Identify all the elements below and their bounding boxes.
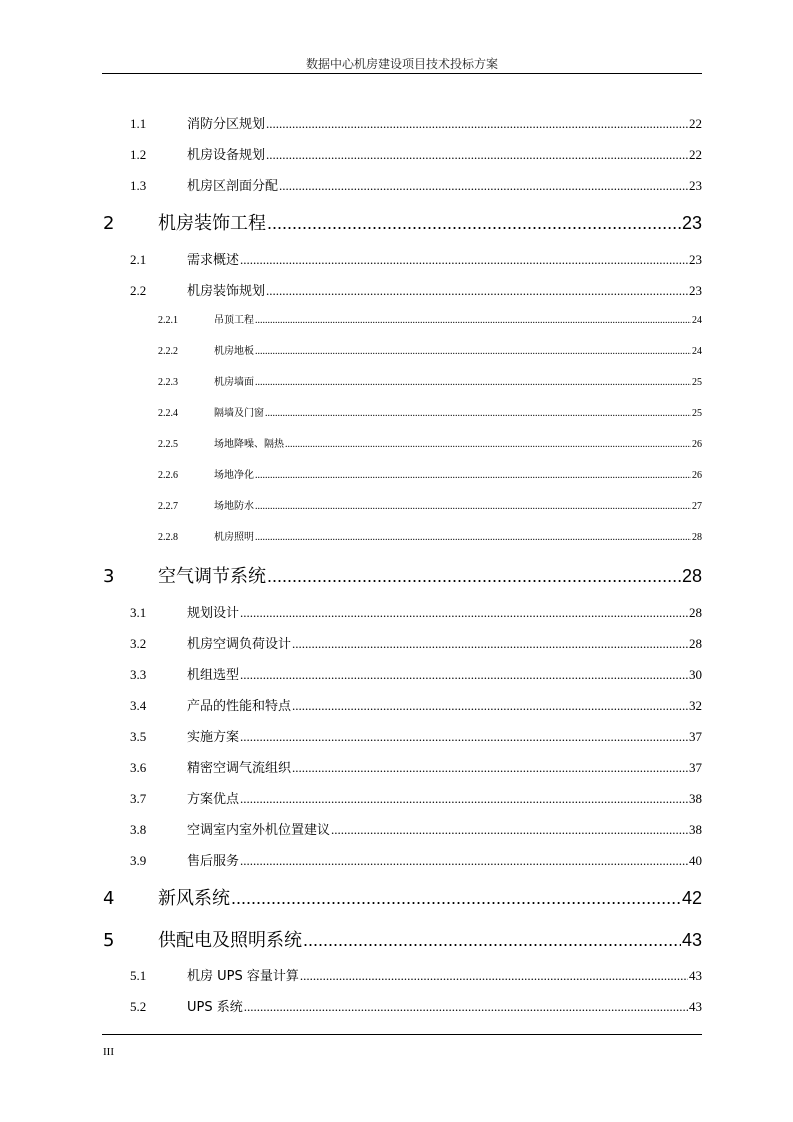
toc-entry-title: 机房照明 [214,532,254,543]
toc-entry-number: 2.2.5 [158,439,178,450]
toc-entry-number: 2 [103,213,115,234]
toc-dot-leader [266,147,688,163]
toc-dot-leader [267,566,681,587]
toc-entry-title: 消防分区规划 [187,117,266,132]
toc-entry[interactable] [130,175,702,194]
toc-dot-leader [240,729,688,745]
toc-entry-number: 2.2.2 [158,346,178,357]
toc-dot-leader [240,667,688,683]
toc-entry-number: 3.1 [130,605,147,620]
toc-entry-number: 3.6 [130,760,147,775]
toc-entry-page: 32 [689,698,702,713]
toc-entry-page: 28 [689,636,702,651]
toc-entry-number: 3.7 [130,791,147,806]
toc-entry[interactable] [158,404,702,419]
toc-entry-title: 实施方案 [187,730,240,745]
toc-entry[interactable] [130,726,702,745]
toc-entry[interactable] [158,373,702,388]
toc-entry-title: 新风系统 [158,888,230,909]
toc-entry-number: 4 [103,888,115,909]
toc-entry[interactable] [130,144,702,163]
toc-dot-leader [300,968,688,984]
toc-entry-page: 37 [689,729,702,744]
toc-entry-page: 38 [689,822,702,837]
toc-entry[interactable] [130,113,702,132]
toc-entry[interactable] [130,280,702,299]
toc-entry-title: 机房装饰工程 [158,213,266,234]
toc-entry-page: 38 [689,791,702,806]
toc-dot-leader [240,853,688,869]
toc-entry-number: 2.2.1 [158,315,178,326]
toc-entry-page: 24 [692,315,702,326]
toc-entry[interactable] [130,602,702,621]
toc-entry-number: 5.1 [130,968,147,983]
toc-dot-leader [285,439,691,450]
toc-entry-page: 26 [692,439,702,450]
toc-entry-number: 2.2.3 [158,377,178,388]
toc-entry-title: 机房地板 [214,346,254,357]
toc-entry[interactable] [158,342,702,357]
toc-dot-leader [240,791,688,807]
toc-entry-number: 3 [103,566,115,587]
toc-entry[interactable] [130,757,702,776]
toc-entry-page: 23 [689,283,702,298]
toc-dot-leader [240,605,688,621]
toc-entry-title: 规划设计 [187,606,240,621]
toc-entry-title: 场地净化 [214,470,254,481]
toc-entry-page: 37 [689,760,702,775]
toc-dot-leader [265,408,691,419]
toc-dot-leader [266,283,688,299]
toc-entry-title: 机房空调负荷设计 [187,637,292,652]
toc-entry[interactable] [130,819,702,838]
toc-entry-title: 产品的性能和特点 [187,699,292,714]
toc-entry-page: 25 [692,408,702,419]
toc-entry[interactable] [130,788,702,807]
toc-entry-page: 27 [692,501,702,512]
toc-entry[interactable] [158,435,702,450]
toc-entry-page: 43 [689,968,702,983]
toc-entry-title: 机房装饰规划 [187,284,266,299]
toc-entry-page: 22 [689,116,702,131]
toc-entry-number: 3.5 [130,729,147,744]
toc-entry-number: 3.8 [130,822,147,837]
toc-dot-leader [255,346,691,357]
toc-entry[interactable] [130,850,702,869]
toc-entry-page: 43 [689,999,702,1014]
toc-entry-number: 3.4 [130,698,147,713]
toc-entry[interactable] [130,996,702,1015]
toc-dot-leader [303,930,681,951]
toc-dot-leader [255,315,691,326]
toc-entry[interactable] [158,466,702,481]
toc-entry-number: 2.2 [130,283,147,298]
toc-entry-number: 1.1 [130,116,147,131]
toc-entry-title: 机房区剖面分配 [187,179,279,194]
toc-entry-title: 售后服务 [187,854,240,869]
toc-dot-leader [279,178,688,194]
toc-entry[interactable] [130,249,702,268]
toc-entry-number: 3.3 [130,667,147,682]
toc-entry[interactable] [158,311,702,326]
toc-entry[interactable] [103,562,702,588]
toc-entry-page: 40 [689,853,702,868]
toc-entry-page: 23 [681,213,702,233]
toc-entry-number: 2.2.8 [158,532,178,543]
toc-entry[interactable] [158,497,702,512]
toc-dot-leader [231,888,681,909]
toc-entry-title: 机房 UPS 容量计算 [187,969,299,984]
toc-entry-number: 2.1 [130,252,147,267]
toc-entry-title: 场地降噪、隔热 [214,439,284,450]
toc-dot-leader [240,252,688,268]
toc-entry[interactable] [130,664,702,683]
toc-entry-page: 25 [692,377,702,388]
toc-entry[interactable] [130,965,702,984]
toc-dot-leader [255,470,691,481]
toc-entry[interactable] [103,209,702,235]
toc-entry[interactable] [130,633,702,652]
toc-entry-page: 30 [689,667,702,682]
page-header-title: 数据中心机房建设项目技术投标方案 [305,57,498,71]
toc-entry-title: 供配电及照明系统 [158,930,302,951]
toc-entry-title: 场地防水 [214,501,254,512]
toc-entry-page: 42 [681,888,702,908]
toc-entry-title: 方案优点 [187,792,240,807]
toc-entry-page: 43 [681,930,702,950]
toc-entry-page: 23 [689,178,702,193]
toc-entry-number: 2.2.6 [158,470,178,481]
toc-entry-title: 隔墙及门窗 [214,408,264,419]
toc-dot-leader [292,760,688,776]
toc-dot-leader [255,532,691,543]
toc-entry-page: 23 [689,252,702,267]
toc-entry-page: 26 [692,470,702,481]
toc-entry-title: UPS 系统 [187,1000,243,1015]
toc-entry-page: 24 [692,346,702,357]
header-divider [102,73,702,74]
toc-entry-number: 3.9 [130,853,147,868]
toc-entry-title: 机房墙面 [214,377,254,388]
footer-divider [102,1034,702,1035]
toc-entry-number: 3.2 [130,636,147,651]
toc-entry-page: 28 [689,605,702,620]
toc-entry-number: 2.2.4 [158,408,178,419]
toc-entry-title: 空气调节系统 [158,566,266,587]
toc-entry-title: 需求概述 [187,253,240,268]
toc-entry-number: 5 [103,930,115,951]
toc-entry-title: 空调室内室外机位置建议 [187,823,331,838]
toc-entry-page: 22 [689,147,702,162]
toc-entry-number: 1.2 [130,147,147,162]
toc-entry-title: 吊顶工程 [214,315,254,326]
toc-entry-title: 机组选型 [187,668,240,683]
toc-dot-leader [255,501,691,512]
toc-entry-title: 机房设备规划 [187,148,266,163]
toc-entry-title: 精密空调气流组织 [187,761,292,776]
toc-dot-leader [266,116,688,132]
toc-entry[interactable] [158,528,702,543]
toc-dot-leader [292,636,688,652]
toc-dot-leader [292,698,688,714]
footer-page-number: III [103,1046,114,1058]
toc-entry-page: 28 [681,566,702,586]
toc-dot-leader [255,377,691,388]
toc-entry[interactable] [130,695,702,714]
toc-entry[interactable] [103,926,702,952]
toc-entry[interactable] [103,884,702,910]
toc-dot-leader [331,822,688,838]
toc-entry-page: 28 [692,532,702,543]
toc-entry-number: 2.2.7 [158,501,178,512]
toc-entry-number: 1.3 [130,178,147,193]
toc-dot-leader [267,213,681,234]
toc-entry-number: 5.2 [130,999,147,1014]
toc-dot-leader [244,999,688,1015]
